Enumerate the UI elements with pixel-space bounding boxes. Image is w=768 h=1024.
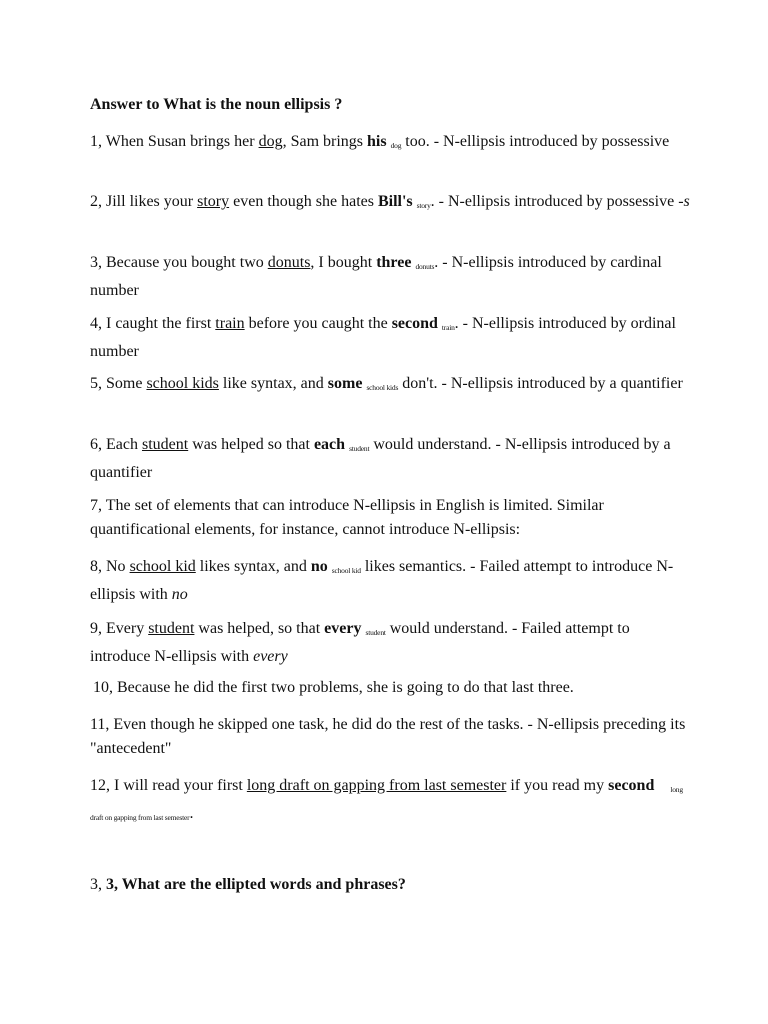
example-12-text-a: 12, I will read your first (90, 777, 247, 794)
example-5-text-a: 5, Some (90, 375, 147, 392)
example-9-elided: student (365, 628, 386, 637)
example-4-text-b: before you caught the (244, 315, 392, 332)
question-text: 3, What are the ellipted words and phrases? (106, 876, 406, 893)
example-2-text-c: . - N-ellipsis introduced by possessive (430, 193, 679, 210)
example-6-text-c: would understand. - N-ellipsis introduced by a quantifier (90, 436, 671, 481)
example-7: 7, The set of elements that can introduce N-ellipsis in English is limited. Similar quantificational elements, for instance, cannot introduce N-ellipsis: (90, 497, 604, 538)
example-2-antecedent: story (197, 193, 230, 210)
example-8-antecedent: school kid (129, 558, 196, 575)
example-2-elided: story (416, 201, 431, 210)
example-8-licensor: no (310, 558, 328, 575)
example-6-antecedent: student (141, 436, 189, 453)
example-9-text-a: 9, Every (90, 620, 149, 637)
example-4-text-a: 4, I caught the first (90, 315, 216, 332)
example-5-licensor: some (327, 375, 363, 392)
example-8-elided: school kid (331, 566, 361, 575)
example-4-licensor: second (391, 315, 438, 332)
example-3 (90, 251, 690, 303)
example-1-licensor: his (367, 133, 387, 150)
example-8-text-a: 8, No (90, 558, 130, 575)
example-6-licensor: each (313, 436, 346, 453)
example-8-italic: no (171, 586, 188, 603)
example-12-antecedent: long draft on gapping from last semester (246, 777, 507, 794)
example-5-antecedent: school kids (146, 375, 219, 392)
example-9-text-b: was helped, so that (194, 620, 325, 637)
example-9-licensor: every (324, 620, 362, 637)
example-2 (90, 190, 690, 218)
example-8 (90, 555, 690, 607)
example-12-elided: long draft on gapping from last semester (90, 785, 683, 822)
question-heading (90, 873, 690, 897)
example-6-text-a: 6, Each (90, 436, 142, 453)
example-8-text-c: likes semantics. - Failed attempt to introduce N-ellipsis with (90, 558, 674, 603)
example-8-text-b: likes syntax, and (195, 558, 311, 575)
example-3-text-b: , I bought (310, 254, 377, 271)
example-9-text-c: would understand. - Failed attempt to introduce N-ellipsis with (90, 620, 630, 665)
example-6-elided: student (349, 444, 370, 453)
example-3-antecedent: donuts (267, 254, 311, 271)
example-1 (90, 130, 690, 158)
example-5-elided: school kids (366, 383, 399, 392)
question-prefix: 3, (90, 876, 106, 893)
example-6-text-b: was helped so that (188, 436, 314, 453)
example-1-text-b: , Sam brings (282, 133, 368, 150)
example-12-text-b: if you read my (506, 777, 609, 794)
example-2-licensor: Bill's (377, 193, 413, 210)
example-4-antecedent: train (215, 315, 245, 332)
example-1-elided: dog (390, 141, 402, 150)
example-3-licensor: three (376, 254, 412, 271)
example-4-text-c: . - N-ellipsis introduced by ordinal number (90, 315, 676, 360)
example-6 (90, 433, 690, 485)
example-3-text-a: 3, Because you bought two (90, 254, 268, 271)
example-12-text-c: . (189, 805, 194, 822)
example-5-text-b: like syntax, and (218, 375, 328, 392)
example-2-text-b: even though she hates (229, 193, 378, 210)
example-3-text-c: . - N-ellipsis introduced by cardinal number (90, 254, 662, 299)
answer-title: Answer to What is the noun ellipsis ? (90, 96, 343, 113)
example-9-italic: every (253, 648, 288, 665)
example-2-text-a: 2, Jill likes your (90, 193, 198, 210)
example-4-elided: train (441, 323, 455, 332)
example-9-antecedent: student (148, 620, 195, 637)
example-4 (90, 312, 690, 364)
example-1-antecedent: dog (258, 133, 283, 150)
example-10: 10, Because he did the first two problems, she is going to do that last three. (93, 679, 574, 696)
example-5 (90, 372, 690, 400)
example-1-text-c: too. - N-ellipsis introduced by possessive (401, 133, 670, 150)
example-12-licensor: second (608, 777, 655, 794)
example-2-italic: -s (678, 193, 690, 210)
example-5-text-c: don't. - N-ellipsis introduced by a quantifier (398, 375, 683, 392)
example-11: 11, Even though he skipped one task, he did do the rest of the tasks. - N-ellipsis preceding its "antecedent" (90, 716, 686, 757)
example-1-text-a: 1, When Susan brings her (90, 133, 259, 150)
example-12 (90, 774, 690, 830)
example-3-elided: donuts (415, 262, 435, 271)
example-9 (90, 617, 690, 669)
